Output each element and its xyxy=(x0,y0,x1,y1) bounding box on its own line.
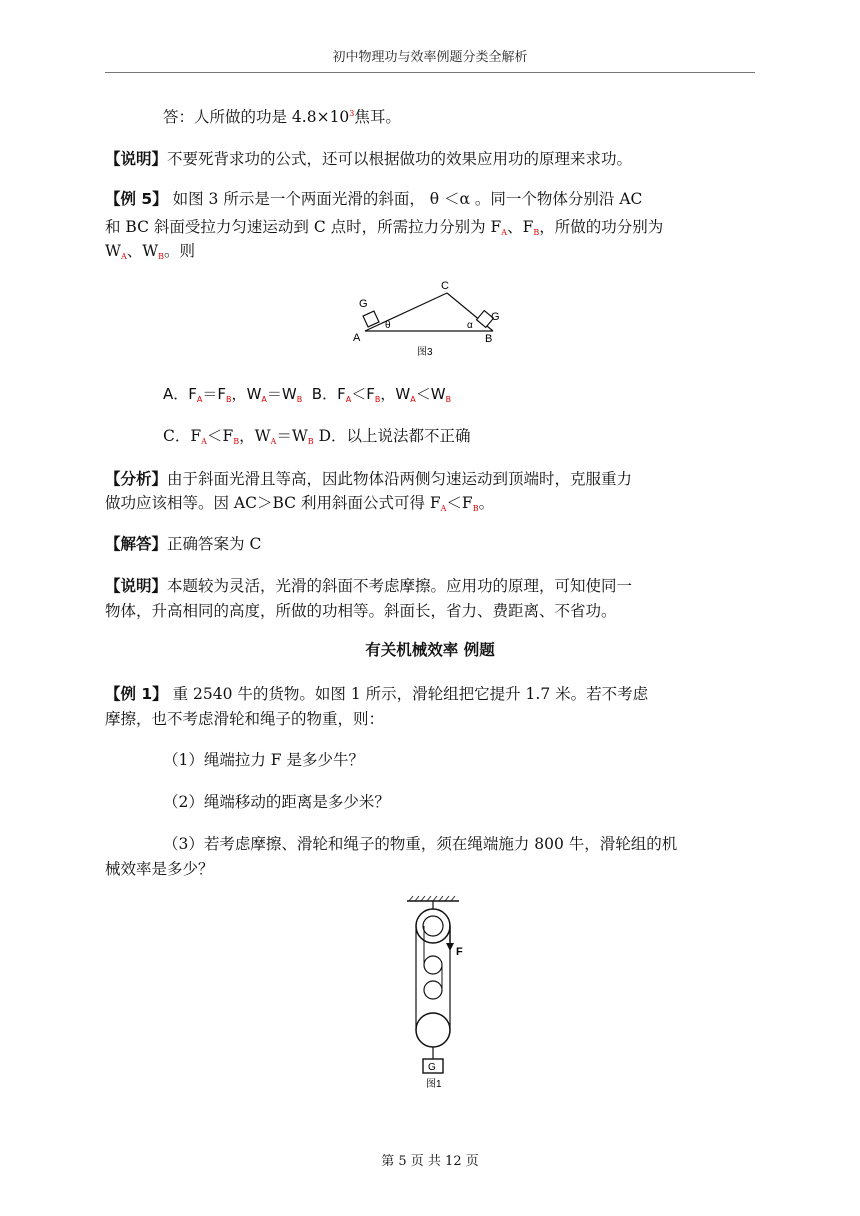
w-symbol: W xyxy=(395,385,411,403)
note-2-line-1 xyxy=(105,572,755,600)
subscript-b: B xyxy=(296,395,303,404)
option-a-prefix: A． xyxy=(163,385,189,403)
f-symbol: F xyxy=(217,385,227,403)
subscript-b: B xyxy=(233,437,240,446)
example-5-sep: 、F xyxy=(507,218,534,236)
analysis-line-2 xyxy=(105,489,755,523)
section-title: 有关机械效率 例题 xyxy=(365,641,495,659)
f-symbol: F xyxy=(337,385,346,403)
figure-1-caption: 图1 xyxy=(426,1079,442,1090)
example-5-tag: 【例 5】 xyxy=(105,190,168,208)
option-d: D．以上说法都不正确 xyxy=(318,427,471,445)
label-g-right: G xyxy=(491,311,500,323)
example-5-text-1: 如图 3 所示是一个两面光滑的斜面， θ ＜α 。同一个物体分别沿 AC xyxy=(167,190,643,208)
example-5-text-2b: ，所做的功分别为 xyxy=(539,218,664,236)
answer-unit: 焦耳。 xyxy=(354,108,401,126)
subscript-a: A xyxy=(201,437,207,446)
equals-sign: ＝ xyxy=(276,427,292,445)
theta-label: θ xyxy=(385,320,391,331)
subscript-b: B xyxy=(472,504,479,513)
note-2-tag: 【说明】 xyxy=(105,577,168,595)
subscript-a: A xyxy=(501,228,508,237)
question-1: （1）绳端拉力 F 是多少牛？ xyxy=(163,751,364,769)
w-symbol: W xyxy=(105,242,121,260)
block-left xyxy=(363,311,379,327)
less-than-sign: ＜ xyxy=(415,385,431,403)
small-pulley-2 xyxy=(424,981,442,999)
top-pulley-outer xyxy=(416,909,450,943)
subscript-a: A xyxy=(440,504,447,513)
w-symbol: W xyxy=(246,385,262,403)
analysis-end: 。 xyxy=(478,494,495,512)
alpha-label: α xyxy=(467,320,473,331)
f-symbol: F xyxy=(222,427,234,445)
page-header: 初中物理功与效率例题分类全解析 xyxy=(332,50,528,65)
page-footer: 第 5 页 共 12 页 xyxy=(381,1154,479,1169)
comma: ， xyxy=(231,385,247,403)
note-2-line-2: 物体，升高相同的高度，所做的功相等。斜面长，省力、费距离、不省功。 xyxy=(105,602,617,620)
example-1-line-2: 摩擦，也不考虑滑轮和绳子的物重，则： xyxy=(105,710,385,728)
analysis-tag: 【分析】 xyxy=(105,470,168,488)
label-a: A xyxy=(353,332,361,344)
example-1-text-1: 重 2540 牛的货物。如图 1 所示，滑轮组把它提升 1.7 米。若不考虑 xyxy=(167,685,649,703)
w-symbol: W xyxy=(291,427,308,445)
f-symbol: F xyxy=(188,385,197,403)
comma: ， xyxy=(239,427,255,445)
label-g-left: G xyxy=(359,298,368,310)
question-2: （2）绳端移动的距离是多少米？ xyxy=(163,793,390,811)
options-cd xyxy=(163,422,813,456)
example-5-line-1 xyxy=(105,185,755,213)
solution-line xyxy=(105,530,755,558)
small-pulley-1 xyxy=(424,956,442,974)
w-symbol: W xyxy=(430,385,446,403)
question-3-line-1: （3）若考虑摩擦、滑轮和绳子的物重，须在绳端施力 800 牛，滑轮组的机 xyxy=(163,835,678,853)
note-1 xyxy=(105,145,755,173)
w-separator: 、W xyxy=(126,242,159,260)
analysis-text-1: 由于斜面光滑且等高，因此物体沿两侧匀速运动到顶端时，克服重力 xyxy=(167,470,633,488)
subscript-a: A xyxy=(196,395,203,404)
example-5-line-3 xyxy=(105,237,755,271)
label-b: B xyxy=(485,333,493,345)
example-1-tag: 【例 1】 xyxy=(105,685,168,703)
label-c: C xyxy=(441,280,449,292)
top-pulley-inner xyxy=(423,916,443,936)
less-than-sign: ＜ xyxy=(206,427,223,445)
subscript-a: A xyxy=(261,395,267,404)
subscript-a: A xyxy=(270,437,277,446)
subscript-a: A xyxy=(410,395,416,404)
note-1-tag: 【说明】 xyxy=(105,150,168,168)
less-than-f: ＜F xyxy=(446,494,473,512)
options-ab xyxy=(163,380,813,414)
subscript-a: A xyxy=(120,252,127,261)
w-symbol: W xyxy=(281,385,297,403)
label-g: G xyxy=(428,1062,436,1073)
subscript-b: B xyxy=(445,395,452,404)
comma: ， xyxy=(380,385,396,403)
subscript-b: B xyxy=(374,395,381,404)
subscript-b: B xyxy=(307,437,314,446)
answer-text: 答：人所做的功是 4.8×10 xyxy=(163,108,350,126)
solution-text: 正确答案为 C xyxy=(167,535,262,553)
solution-tag: 【解答】 xyxy=(105,535,168,553)
equals-sign: ＝ xyxy=(266,385,282,403)
force-arrow-icon xyxy=(446,943,454,951)
option-c-prefix: C． xyxy=(163,427,191,445)
option-b-prefix: B． xyxy=(311,385,338,403)
answer-exponent: 3 xyxy=(349,109,355,118)
question-3-line-2: 械效率是多少？ xyxy=(105,860,214,878)
incline-ac xyxy=(365,293,447,331)
note-2-text-1: 本题较为灵活，光滑的斜面不考虑摩擦。应用功的原理，可知使同一 xyxy=(167,577,633,595)
subscript-b: B xyxy=(226,395,232,404)
less-than-sign: ＜ xyxy=(351,385,367,403)
bottom-pulley xyxy=(416,1013,450,1047)
subscript-b: B xyxy=(533,228,540,237)
example-1-line-1 xyxy=(105,680,755,708)
figure-3-incline-diagram xyxy=(345,275,510,365)
equals-sign: ＝ xyxy=(202,385,218,403)
example-5-end: 。则 xyxy=(164,242,196,260)
w-symbol: W xyxy=(254,427,271,445)
analysis-text-2: 做功应该相等。因 AC＞BC 利用斜面公式可得 F xyxy=(105,494,441,512)
f-symbol: F xyxy=(366,385,375,403)
subscript-b: B xyxy=(158,252,165,261)
f-symbol: F xyxy=(190,427,202,445)
note-1-text: 不要死背求功的公式，还可以根据做功的效果应用功的原理来求功。 xyxy=(167,150,633,168)
answer-line xyxy=(163,100,813,131)
figure-3-caption: 图3 xyxy=(417,347,433,358)
label-f: F xyxy=(456,946,463,958)
figure-1-pulley-diagram xyxy=(395,895,475,1095)
subscript-a: A xyxy=(345,395,352,404)
example-5-text-2a: 和 BC 斜面受拉力匀速运动到 C 点时，所需拉力分别为 F xyxy=(105,218,502,236)
header-divider xyxy=(105,72,755,73)
